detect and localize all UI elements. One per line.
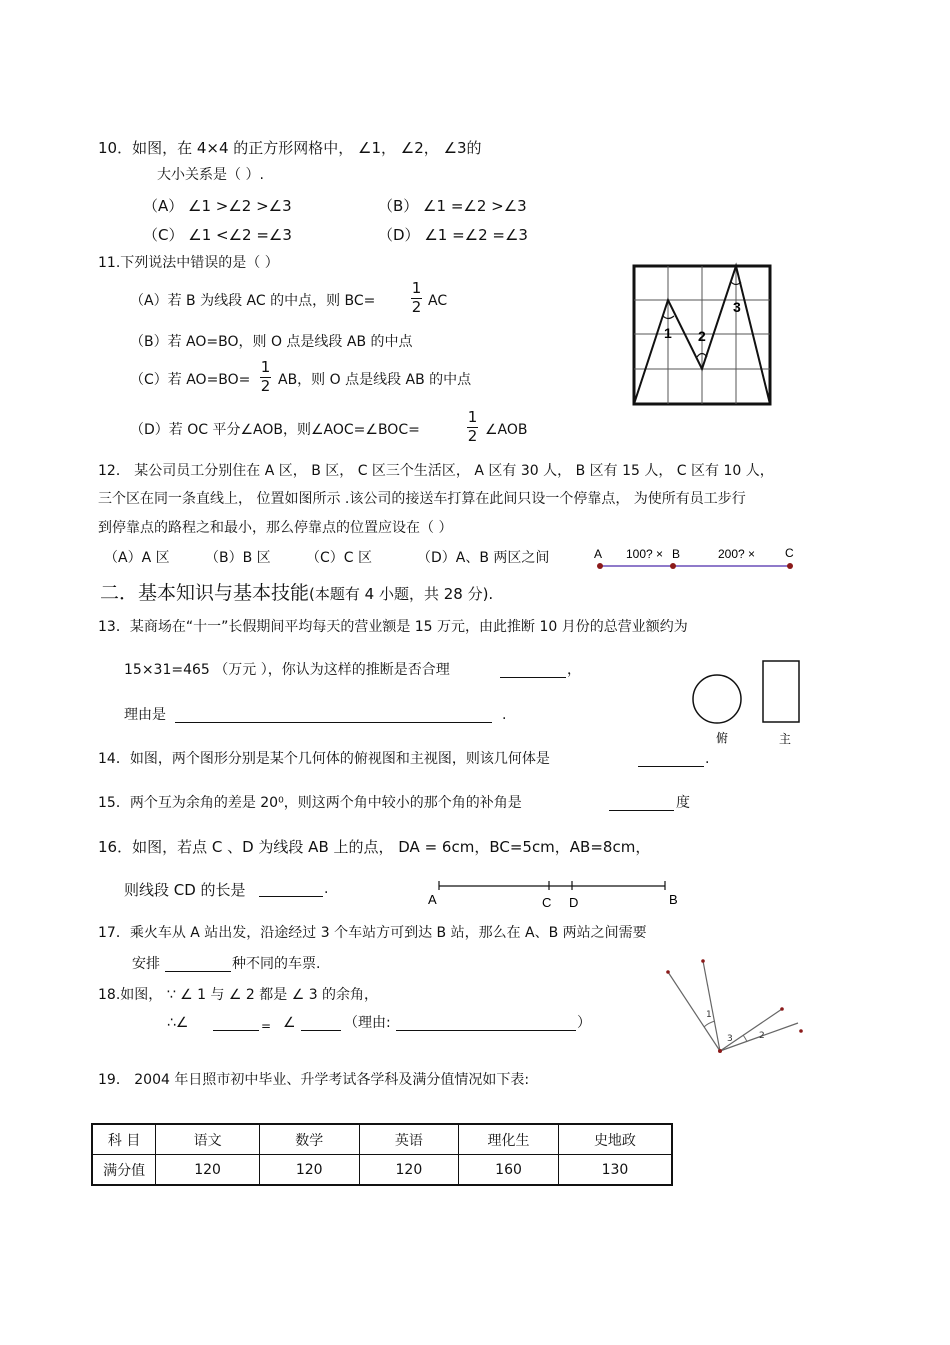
table-header-cell: 科 目 bbox=[92, 1124, 156, 1155]
q11-stem: 11.下列说法中错误的是（ ） bbox=[98, 255, 279, 271]
q18-equals: = bbox=[261, 1019, 272, 1033]
q13-line2-end: ， bbox=[567, 662, 581, 678]
q14-label-front-view: 主 bbox=[779, 732, 792, 746]
q13-line3-end: . bbox=[502, 707, 507, 723]
q13-line3: 理由是 bbox=[124, 707, 166, 723]
q10-option-d: （D） ∠1 =∠2 =∠3 bbox=[378, 226, 528, 244]
q11-option-d: （D）若 OC 平分∠AOB，则∠AOC=∠BOC= bbox=[130, 422, 420, 438]
q14-text: 14．如图，两个图形分别是某个几何体的俯视图和主视图，则该几何体是 bbox=[98, 751, 550, 767]
q11-option-c: （C）若 AO=BO= bbox=[130, 372, 251, 388]
q13-line2: 15×31=465 （万元 ），你认为这样的推断是否合理 bbox=[124, 662, 450, 678]
q11-option-d-end: ∠AOB bbox=[485, 422, 528, 438]
q18-angle-blank-1[interactable] bbox=[213, 1030, 259, 1031]
q12-option-b: （B）B 区 bbox=[205, 550, 271, 566]
q17-line2-end: 种不同的车票. bbox=[232, 956, 321, 972]
table-header-cell: 理化生 bbox=[459, 1124, 559, 1155]
q18-reason-blank[interactable] bbox=[396, 1030, 576, 1031]
q17-line2: 安排 bbox=[132, 956, 160, 972]
q12-figure-distance-ab: 100? × bbox=[626, 547, 664, 561]
q16-figure-label-b: B bbox=[669, 892, 678, 907]
q16-line1: 16．如图，若点 C 、D 为线段 AB 上的点， DA = 6cm，BC=5cm，AB=8cm， bbox=[98, 838, 651, 856]
table-header-cell: 数学 bbox=[259, 1124, 359, 1155]
q14-views-figure bbox=[690, 658, 810, 748]
q10-figure-label-3: 3 bbox=[733, 299, 741, 315]
table-header-cell: 英语 bbox=[359, 1124, 459, 1155]
q19-score-table bbox=[91, 1123, 673, 1186]
table-cell: 130 bbox=[558, 1155, 672, 1186]
section-2-heading: 二．基本知识与基本技能(本题有 4 小题，共 28 分). bbox=[100, 582, 494, 604]
q17-answer-blank[interactable] bbox=[165, 971, 231, 972]
q11-option-a-end: AC bbox=[428, 293, 448, 309]
q10-stem-line2: 大小关系是（ ）. bbox=[157, 167, 264, 183]
q18-line1: 18.如图， ∵ ∠ 1 与 ∠ 2 都是 ∠ 3 的余角， bbox=[98, 987, 379, 1003]
q18-angles-figure bbox=[660, 956, 810, 1056]
q16-answer-blank[interactable] bbox=[259, 896, 323, 897]
q15-text: 15．两个互为余角的差是 20⁰，则这两个角中较小的那个角的补角是 bbox=[98, 795, 522, 811]
q16-segment-figure bbox=[425, 878, 685, 913]
q18-angle-blank-2[interactable] bbox=[301, 1030, 341, 1031]
q14-answer-blank[interactable] bbox=[638, 766, 704, 767]
q15-answer-blank[interactable] bbox=[609, 810, 674, 811]
q13-line1: 13．某商场在“十一”长假期间平均每天的营业额是 15 万元，由此推断 10 月份的总营业额约为 bbox=[98, 619, 688, 635]
q13-reason-blank[interactable] bbox=[175, 722, 492, 723]
q12-line2: 三个区在同一条直线上， 位置如图所示 .该公司的接送车打算在此间只设一个停靠点， 为使所有员工步行 bbox=[98, 491, 746, 507]
table-cell: 120 bbox=[259, 1155, 359, 1186]
q10-option-b: （B） ∠1 =∠2 >∠3 bbox=[378, 197, 527, 215]
q11-d-fraction: 1 2 bbox=[467, 408, 478, 445]
table-header-cell: 语文 bbox=[156, 1124, 260, 1155]
q10-figure-label-1: 1 bbox=[664, 325, 672, 341]
q16-line2: 则线段 CD 的长是 bbox=[124, 881, 246, 899]
q18-reason-open: （理由: bbox=[344, 1015, 391, 1031]
q11-option-c-end: AB，则 O 点是线段 AB 的中点 bbox=[278, 372, 472, 388]
q11-a-fraction: 1 2 bbox=[411, 279, 422, 316]
table-row bbox=[92, 1155, 672, 1186]
q12-figure-label-c: C bbox=[785, 546, 794, 560]
q13-answer-blank[interactable] bbox=[500, 677, 566, 678]
q18-reason-close: ） bbox=[577, 1015, 591, 1031]
table-header-cell: 史地政 bbox=[558, 1124, 672, 1155]
q12-figure-distance-bc: 200? × bbox=[718, 547, 756, 561]
q15-unit: 度 bbox=[676, 795, 690, 811]
q12-figure-label-a: A bbox=[594, 547, 603, 561]
q14-label-top-view: 俯 bbox=[716, 731, 729, 745]
q12-option-d: （D）A、B 两区之间 bbox=[417, 550, 550, 566]
q11-option-a: （A）若 B 为线段 AC 的中点，则 BC= bbox=[130, 293, 376, 309]
q19-text: 19． 2004 年日照市初中毕业、升学考试各学科及满分值情况如下表: bbox=[98, 1072, 530, 1088]
table-header-row bbox=[92, 1124, 672, 1155]
q11-option-b: （B）若 AO=BO，则 O 点是线段 AB 的中点 bbox=[130, 334, 413, 350]
q16-figure-label-a: A bbox=[428, 892, 437, 907]
q10-stem: 10．如图，在 4×4 的正方形网格中， ∠1， ∠2， ∠3的 bbox=[98, 139, 482, 157]
q17-line1: 17．乘火车从 A 站出发，沿途经过 3 个车站方可到达 B 站，那么在 A、B 两站之间需要 bbox=[98, 925, 647, 941]
table-cell: 120 bbox=[359, 1155, 459, 1186]
q12-figure-label-b: B bbox=[672, 547, 681, 561]
q16-figure-label-d: D bbox=[569, 895, 579, 910]
table-cell: 160 bbox=[459, 1155, 559, 1186]
q18-figure-label-1: 1 bbox=[706, 1010, 712, 1020]
q12-line1: 12． 某公司员工分别住在 A 区， B 区， C 区三个生活区， A 区有 30 人， B 区有 15 人， C 区有 10 人， bbox=[98, 463, 774, 479]
q12-line3: 到停靠点的路程之和最小，那么停靠点的位置应设在（ ） bbox=[98, 520, 453, 536]
q11-c-fraction: 1 2 bbox=[260, 358, 271, 395]
q14-text-end: . bbox=[705, 751, 710, 767]
q10-option-a: （A） ∠1 >∠2 >∠3 bbox=[143, 197, 292, 215]
table-cell: 满分值 bbox=[92, 1155, 156, 1186]
table-cell: 120 bbox=[156, 1155, 260, 1186]
q12-option-a: （A）A 区 bbox=[104, 550, 170, 566]
q16-line2-end: . bbox=[324, 881, 329, 897]
q12-line-figure bbox=[592, 545, 802, 575]
q16-figure-label-c: C bbox=[542, 895, 552, 910]
q18-figure-label-3: 3 bbox=[727, 1034, 733, 1044]
q10-figure-label-2: 2 bbox=[698, 328, 706, 344]
q12-option-c: （C）C 区 bbox=[306, 550, 373, 566]
q10-grid-figure bbox=[632, 264, 772, 406]
q10-option-c: （C） ∠1 <∠2 =∠3 bbox=[143, 226, 292, 244]
q18-therefore: ∴∠ bbox=[167, 1015, 189, 1031]
q18-figure-label-2: 2 bbox=[759, 1031, 765, 1041]
q18-angle-symbol: ∠ bbox=[283, 1015, 296, 1031]
